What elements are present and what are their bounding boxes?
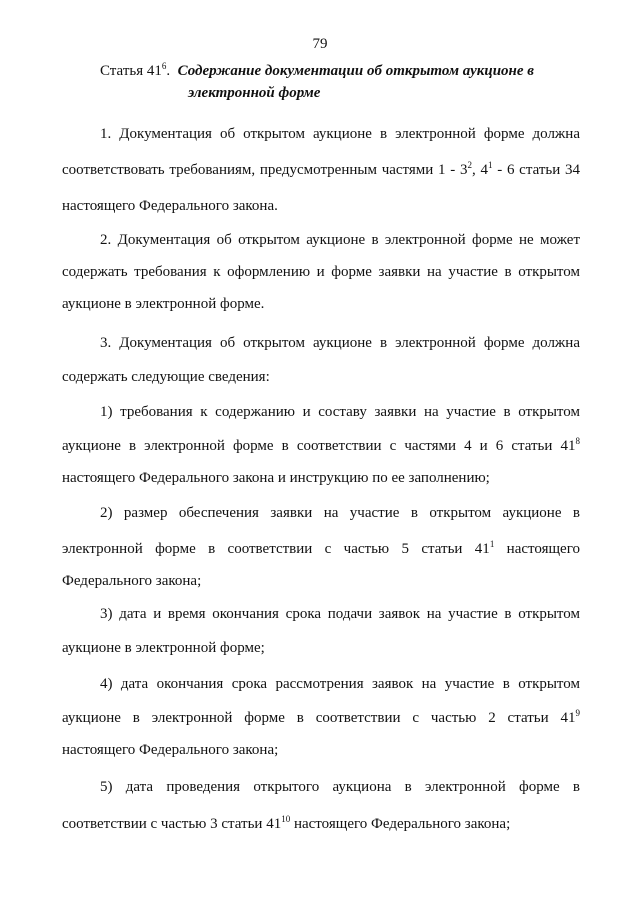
- p1-line-2: соответствовать требованиям, предусмотренным частями $1 - 3^2$, $4^1 - 6$ статьи 34: [62, 160, 580, 178]
- page-number: 79: [312, 36, 328, 52]
- p3-line-1: 3. Документация об открытом аукционе в электронной форме должна: [100, 335, 580, 351]
- item3-line-2: аукционе в электронной форме;: [62, 640, 265, 656]
- heading-line-1: [100, 60, 590, 82]
- article-title-line-1: Содержание документации об открытом аукционе в: [177, 63, 534, 79]
- item4-line-1: 4) дата окончания срока рассмотрения заявок на участие в открытом: [100, 676, 580, 692]
- item1-line-2: аукционе в электронной форме в соответствии с частями 4 и 6 статьи $41^8$: [62, 436, 580, 454]
- item3-line-1: 3) дата и время окончания срока подачи заявок на участие в открытом: [100, 606, 580, 622]
- p3-line-2: содержать следующие сведения:: [62, 369, 270, 385]
- item4-line-2: аукционе в электронной форме в соответствии с частью 2 статьи $41^9$: [62, 708, 580, 726]
- item5-line-2: соответствии с частью 3 статьи $41^{10}$ настоящего Федерального закона;: [62, 814, 511, 832]
- item2-line-2: электронной форме в соответствии с частью 5 статьи $41^1$ настоящего: [62, 539, 580, 557]
- item1-line-3: настоящего Федерального закона и инструкцию по ее заполнению;: [62, 470, 490, 486]
- item5-line-1: 5) дата проведения открытого аукциона в электронной форме в: [100, 779, 580, 795]
- p2-line-1: 2. Документация об открытом аукционе в электронной форме не может: [100, 232, 580, 248]
- p1-line-3: настоящего Федерального закона.: [62, 198, 278, 214]
- p2-line-3: аукционе в электронной форме.: [62, 296, 265, 312]
- item4-line-3: настоящего Федерального закона;: [62, 742, 279, 758]
- item2-line-3: Федерального закона;: [62, 573, 202, 589]
- heading-line-2: [100, 82, 590, 104]
- p2-line-2: содержать требования к оформлению и форме заявки на участие в открытом: [62, 264, 580, 280]
- article-heading: [100, 60, 590, 104]
- item1-line-1: 1) требования к содержанию и составу заявки на участие в открытом: [100, 404, 580, 420]
- p1-line-1: 1. Документация об открытом аукционе в электронной форме должна: [100, 126, 580, 142]
- article-number: Статья $41^6$.: [100, 61, 171, 79]
- item2-line-1: 2) размер обеспечения заявки на участие в открытом аукционе в: [100, 505, 580, 521]
- article-title-line-2: электронной форме: [188, 85, 321, 101]
